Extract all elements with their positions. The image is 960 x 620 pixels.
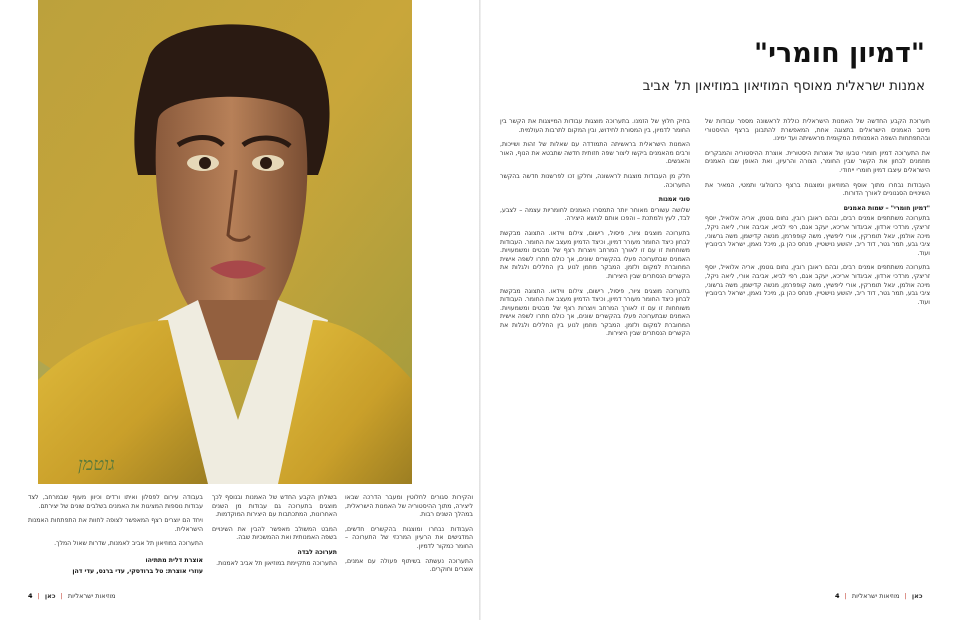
paragraph: חלק מן העבודות מוצגות לראשונה, וחלקן זכו לפרשנות חדשה בהקשר התערוכה.	[500, 172, 690, 189]
left-column-a	[345, 494, 473, 586]
magazine-name: כאן	[44, 592, 56, 600]
paragraph: בתערוכה מוצגים ציור, פיסול, רישום, צילום ווידאו. התצוגה מבקשת לבחון כיצד החומר מעורר דמיון, וכיצד הדמיון מעצב את החומר. העבודות משוחחות זו עם זו לאורך המרחב ויוצרות רצף של מבטים ומשמעויות. האמנים שבתערוכה פעלו בהקשרים שונים, אך כולם חתרו לשפה אישית המחוברת למקום ולזמן. המבקר מוזמן לנוע בין החללים ולגלות את הקשרים הנסתרים שבין היצירות.	[500, 287, 690, 338]
folio-separator: |	[60, 592, 63, 600]
section-heading: "דמיון חומרי" – שמות האמנים	[843, 204, 930, 212]
paragraph: והקירות סגורים לחלוטין ומעבר הדרכה שבאו ליצירה, מתוך ההיסטוריה של האמנות הישראלית, במהלך השנים רבות.	[345, 494, 473, 519]
paragraph: תערוכת הקבע החדשה של האמנות הישראלית כוללת לראשונה מספר עבודות של מיטב האמנים הישראלים בתצוגה אחת, המאפשרת להתבונן ברצף ההיסטורי ובהתפתחות השפה האמנותית המקומית מראשיתה ועד ימינו.	[705, 118, 930, 143]
paragraph: בחיק חלוץ של הזמנו. בתערוכה מוצגות עבודות המייצגות את הקשר בין החומר לדמיון, בין המסורת לחידוש, ובין המקום לתרבות העולמית.	[500, 118, 690, 134]
paragraph: בעבודה עירום לפסלון ואיתו ורדים וכיוון מעוף שבמרחב, לצד עבודות נוספות המציגות את האמנים בשלבים שונים של יצירתם.	[28, 494, 203, 510]
paragraph: שלושה עשורים מאוחר יותר התמסרו האמנים לחומריות עצמה – לצבע, לבד, לעץ ולמתכת – והפכו אותם לנושא היצירה.	[500, 206, 690, 223]
folio-left	[28, 592, 116, 601]
paragraph: האמנות הישראלית בראשיתה התמודדה עם שאלות של זהות ושייכות, ורבים מהאמנים ביקשו ליצור שפה חזותית חדשה שתבטא את הנוף, האור והאנשים.	[500, 141, 690, 166]
paragraph: העבודות נבחרו מתוך אוסף המוזיאון ומוצגות ברצף כרונולוגי ותמטי, המאיר את השינויים הסגנוניים לאורך הדורות.	[705, 181, 930, 198]
portrait-painting	[38, 0, 412, 484]
paragraph: התערוכה במוזיאון תל אביב לאמנות, שדרות שאול המלך.	[54, 540, 203, 548]
folio-section: מוזיאות ישראליות	[851, 592, 900, 600]
paragraph: המבט המשולב מאפשר להבין את השינויים בשפה האמנותית ואת ההמשכיות שבה.	[212, 525, 337, 542]
folio-separator: |	[904, 592, 907, 600]
svg-text:גוטמן: גוטמן	[78, 454, 115, 475]
folio-separator: |	[844, 592, 847, 600]
artist-names-paragraph: בתערוכה משתתפים אמנים רבים, ובהם ראובן רובין, נחום גוטמן, אריה אלואיל, יוסף זריצקי, מרדכי ארדון, אביגדור אריכא, יעקב אגם, רפי לביא, אביבה אורי, ליאה ניקל, מיכה אולמן, יגאל תומרקין, אורי ליפשיץ, משה קופפרמן, מנשה קדישמן, משה גרשוני, ציבי גבע, תמר גטר, דוד ריב, יהושע נוישטיין, פנחס כהן גן, מיכל נאמן, ישראל רבינוביץ ועוד.	[705, 215, 930, 257]
folio-separator: |	[37, 592, 40, 600]
artist-names-paragraph: בתערוכה משתתפים אמנים רבים, ובהם ראובן רובין, נחום גוטמן, אריה אלואיל, יוסף זריצקי, מרדכי ארדון, אביגדור אריכא, יעקב אגם, רפי לביא, אביבה אורי, ליאה ניקל, מיכה אולמן, יגאל תומרקין, אורי ליפשיץ, משה קופפרמן, מנשה קדישמן, משה גרשוני, ציבי גבע, תמר גטר, דוד ריב, יהושע נוישטיין, פנחס כהן גן, מיכל נאמן, ישראל רבינוביץ ועוד.	[705, 264, 930, 306]
left-column-b	[212, 494, 337, 586]
assistant-curators-credit: עוזרי אוצרת: טל ברודסקי, עדי ברנס, עדי דהן	[72, 567, 203, 575]
portrait-painting-icon	[38, 0, 412, 484]
section-heading: סוגי אמנות	[658, 196, 690, 204]
curator-credit: אוצרת דלית מתתיהו	[145, 556, 203, 564]
paragraph: התערוכה מתקיימת במוזיאון תל אביב לאמנות.	[216, 559, 337, 567]
folio-section: מוזיאות ישראליות	[67, 592, 116, 600]
left-column-c	[28, 494, 203, 586]
article-subtitle: אמנות ישראלית מאוסף המוזיאון במוזיאון תל אביב	[642, 79, 925, 94]
page-spine	[479, 0, 481, 620]
paragraph: את התערוכה דמיון חומרי טבעו של אוצרות היסטורית. אוצרת ההיסטוריה והמבקרים מוזמנים לבחון את הקשר שבין החומר, הצורה והרעיון, ואת האופן שבו האמנים הישראלים עיצבו דמיון חומרי ייחודי.	[705, 149, 930, 174]
paragraph: העבודות נבחרו ומוצגות בהקשרים חדשים, המדגישים את הרעיון המרכזי של התערוכה – החומר כמקור לדמיון.	[345, 525, 473, 550]
folio-right	[835, 592, 923, 601]
page-number: 4	[28, 592, 33, 600]
right-column-b	[500, 118, 690, 578]
article-title: "דמיון חומרי"	[754, 38, 925, 69]
page-number: 4	[835, 592, 840, 600]
paragraph: בתערוכה מוצגים ציור, פיסול, רישום, צילום ווידאו. התצוגה מבקשת לבחון כיצד החומר מעורר דמיון, וכיצד הדמיון מעצב את החומר. העבודות משוחחות זו עם זו לאורך המרחב ויוצרות רצף של מבטים ומשמעויות. האמנים שבתערוכה פעלו בהקשרים שונים, אך כולם חתרו לשפה אישית המחוברת למקום ולזמן. המבקר מוזמן לנוע בין החללים ולגלות את הקשרים הנסתרים שבין היצירות.	[500, 229, 690, 280]
paragraph: התערוכה נעשתה בשיתוף פעולה עם אמנים, אוצרים וחוקרים.	[345, 557, 473, 574]
paragraph: בשולחן הקבע החדש של האמנות ובנוסף לכך מוצגים בתערוכה גם עבודות מן השנים האחרונות, המתכתבות עם היצירות המוקדמות.	[212, 494, 337, 519]
magazine-name: כאן	[911, 592, 923, 600]
paragraph: ויחד הם יוצרים רצף המאפשר לצופה לחוות את התפתחות האמנות הישראלית.	[28, 517, 203, 533]
credits	[28, 557, 203, 576]
section-heading: תערוכה לבדה	[297, 548, 337, 556]
right-column-a	[705, 118, 930, 578]
